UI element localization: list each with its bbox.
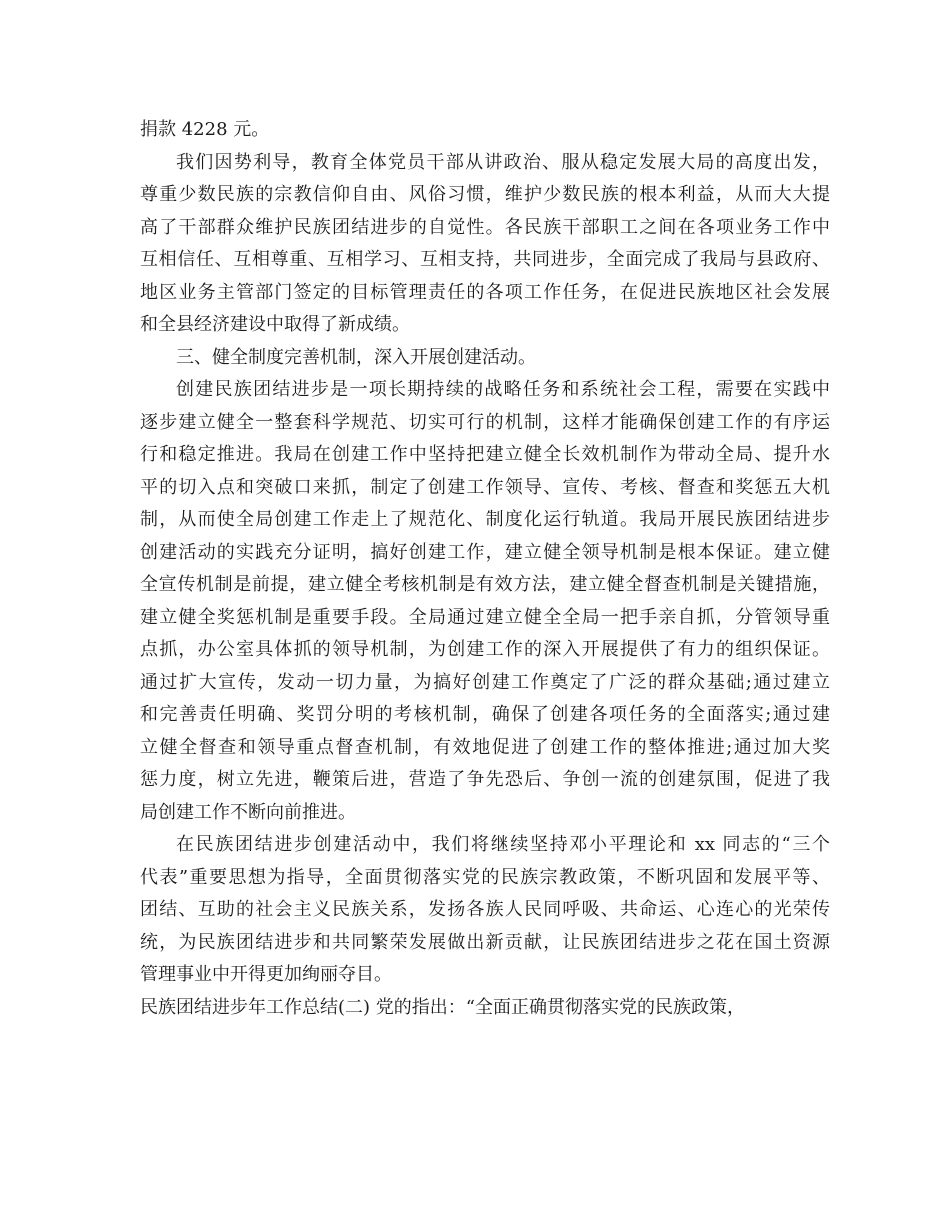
paragraph-line: 平的切入点和突破口来抓，制定了创建工作领导、宣传、考核、督查和奖惩五大机 [140,476,830,498]
paragraph-line: 管理事业中开得更加绚丽夺目。 [140,964,392,985]
paragraph-line: 创建活动的实践充分证明，搞好创建工作，建立健全领导机制是根本保证。建立健 [140,541,830,563]
paragraph-line: 团结、互助的社会主义民族关系，发扬各族人民同呼吸、共命运、心连心的光荣传 [140,899,830,920]
paragraph-line: 行和稳定推进。我局在创建工作中坚持把建立健全长效机制作为带动全局、提升水 [140,444,830,465]
document-body [140,114,830,1024]
paragraph-line: 立健全督查和领导重点督查机制，有效地促进了创建工作的整体推进;通过加大奖 [140,736,830,758]
paragraph-line: 地区业务主管部门签定的目标管理责任的各项工作任务，在促进民族地区社会发展 [140,281,830,303]
text-line: 捐款 4228 元。 [140,119,270,140]
paragraph-line: 通过扩大宣传，发动一切力量，为搞好创建工作奠定了广泛的群众基础;通过建立 [140,671,830,693]
paragraph-line: 和完善责任明确、奖罚分明的考核机制，确保了创建各项任务的全面落实;通过建 [140,704,830,725]
paragraph-line: 和全县经济建设中取得了新成绩。 [140,314,410,335]
paragraph-line: 全宣传机制是前提，建立健全考核机制是有效方法，建立健全督查机制是关键措施， [140,574,830,595]
paragraph-line: 在民族团结进步创建活动中，我们将继续坚持邓小平理论和 xx 同志的“三个 [176,834,830,855]
paragraph-line: 互相信任、互相尊重、互相学习、互相支持，共同进步，全面完成了我局与县政府、 [140,249,830,270]
paragraph-line: 点抓，办公室具体抓的领导机制，为创建工作的深入开展提供了有力的组织保证。 [140,639,830,660]
paragraph-line: 创建民族团结进步是一项长期持续的战略任务和系统社会工程，需要在实践中 [176,379,830,400]
paragraph-line: 建立健全奖惩机制是重要手段。全局通过建立健全全局一把手亲自抓，分管领导重 [140,606,830,628]
paragraph-line: 惩力度，树立先进，鞭策后进，营造了争先恐后、争创一流的创建氛围，促进了我 [140,769,830,790]
section-heading: 三、健全制度完善机制，深入开展创建活动。 [176,346,536,368]
document-title-line: 民族团结进步年工作总结(二) 党的指出：“全面正确贯彻落实党的民族政策， [140,996,745,1018]
paragraph-line: 尊重少数民族的宗教信仰自由、风俗习惯，维护少数民族的根本利益，从而大大提 [140,184,830,205]
paragraph-line: 我们因势利导，教育全体党员干部从讲政治、服从稳定发展大局的高度出发， [176,151,830,173]
paragraph-line: 高了干部群众维护民族团结进步的自觉性。各民族干部职工之间在各项业务工作中 [140,216,830,238]
paragraph-line: 局创建工作不断向前推进。 [140,801,356,823]
paragraph-line: 制，从而使全局创建工作走上了规范化、制度化运行轨道。我局开展民族团结进步 [140,509,830,530]
paragraph-line: 统，为民族团结进步和共同繁荣发展做出新贡献，让民族团结进步之花在国土资源 [140,931,830,953]
paragraph-line: 逐步建立健全一整套科学规范、切实可行的机制，这样才能确保创建工作的有序运 [140,411,830,433]
paragraph-line: 代表”重要思想为指导，全面贯彻落实党的民族宗教政策，不断巩固和发展平等、 [140,866,830,888]
